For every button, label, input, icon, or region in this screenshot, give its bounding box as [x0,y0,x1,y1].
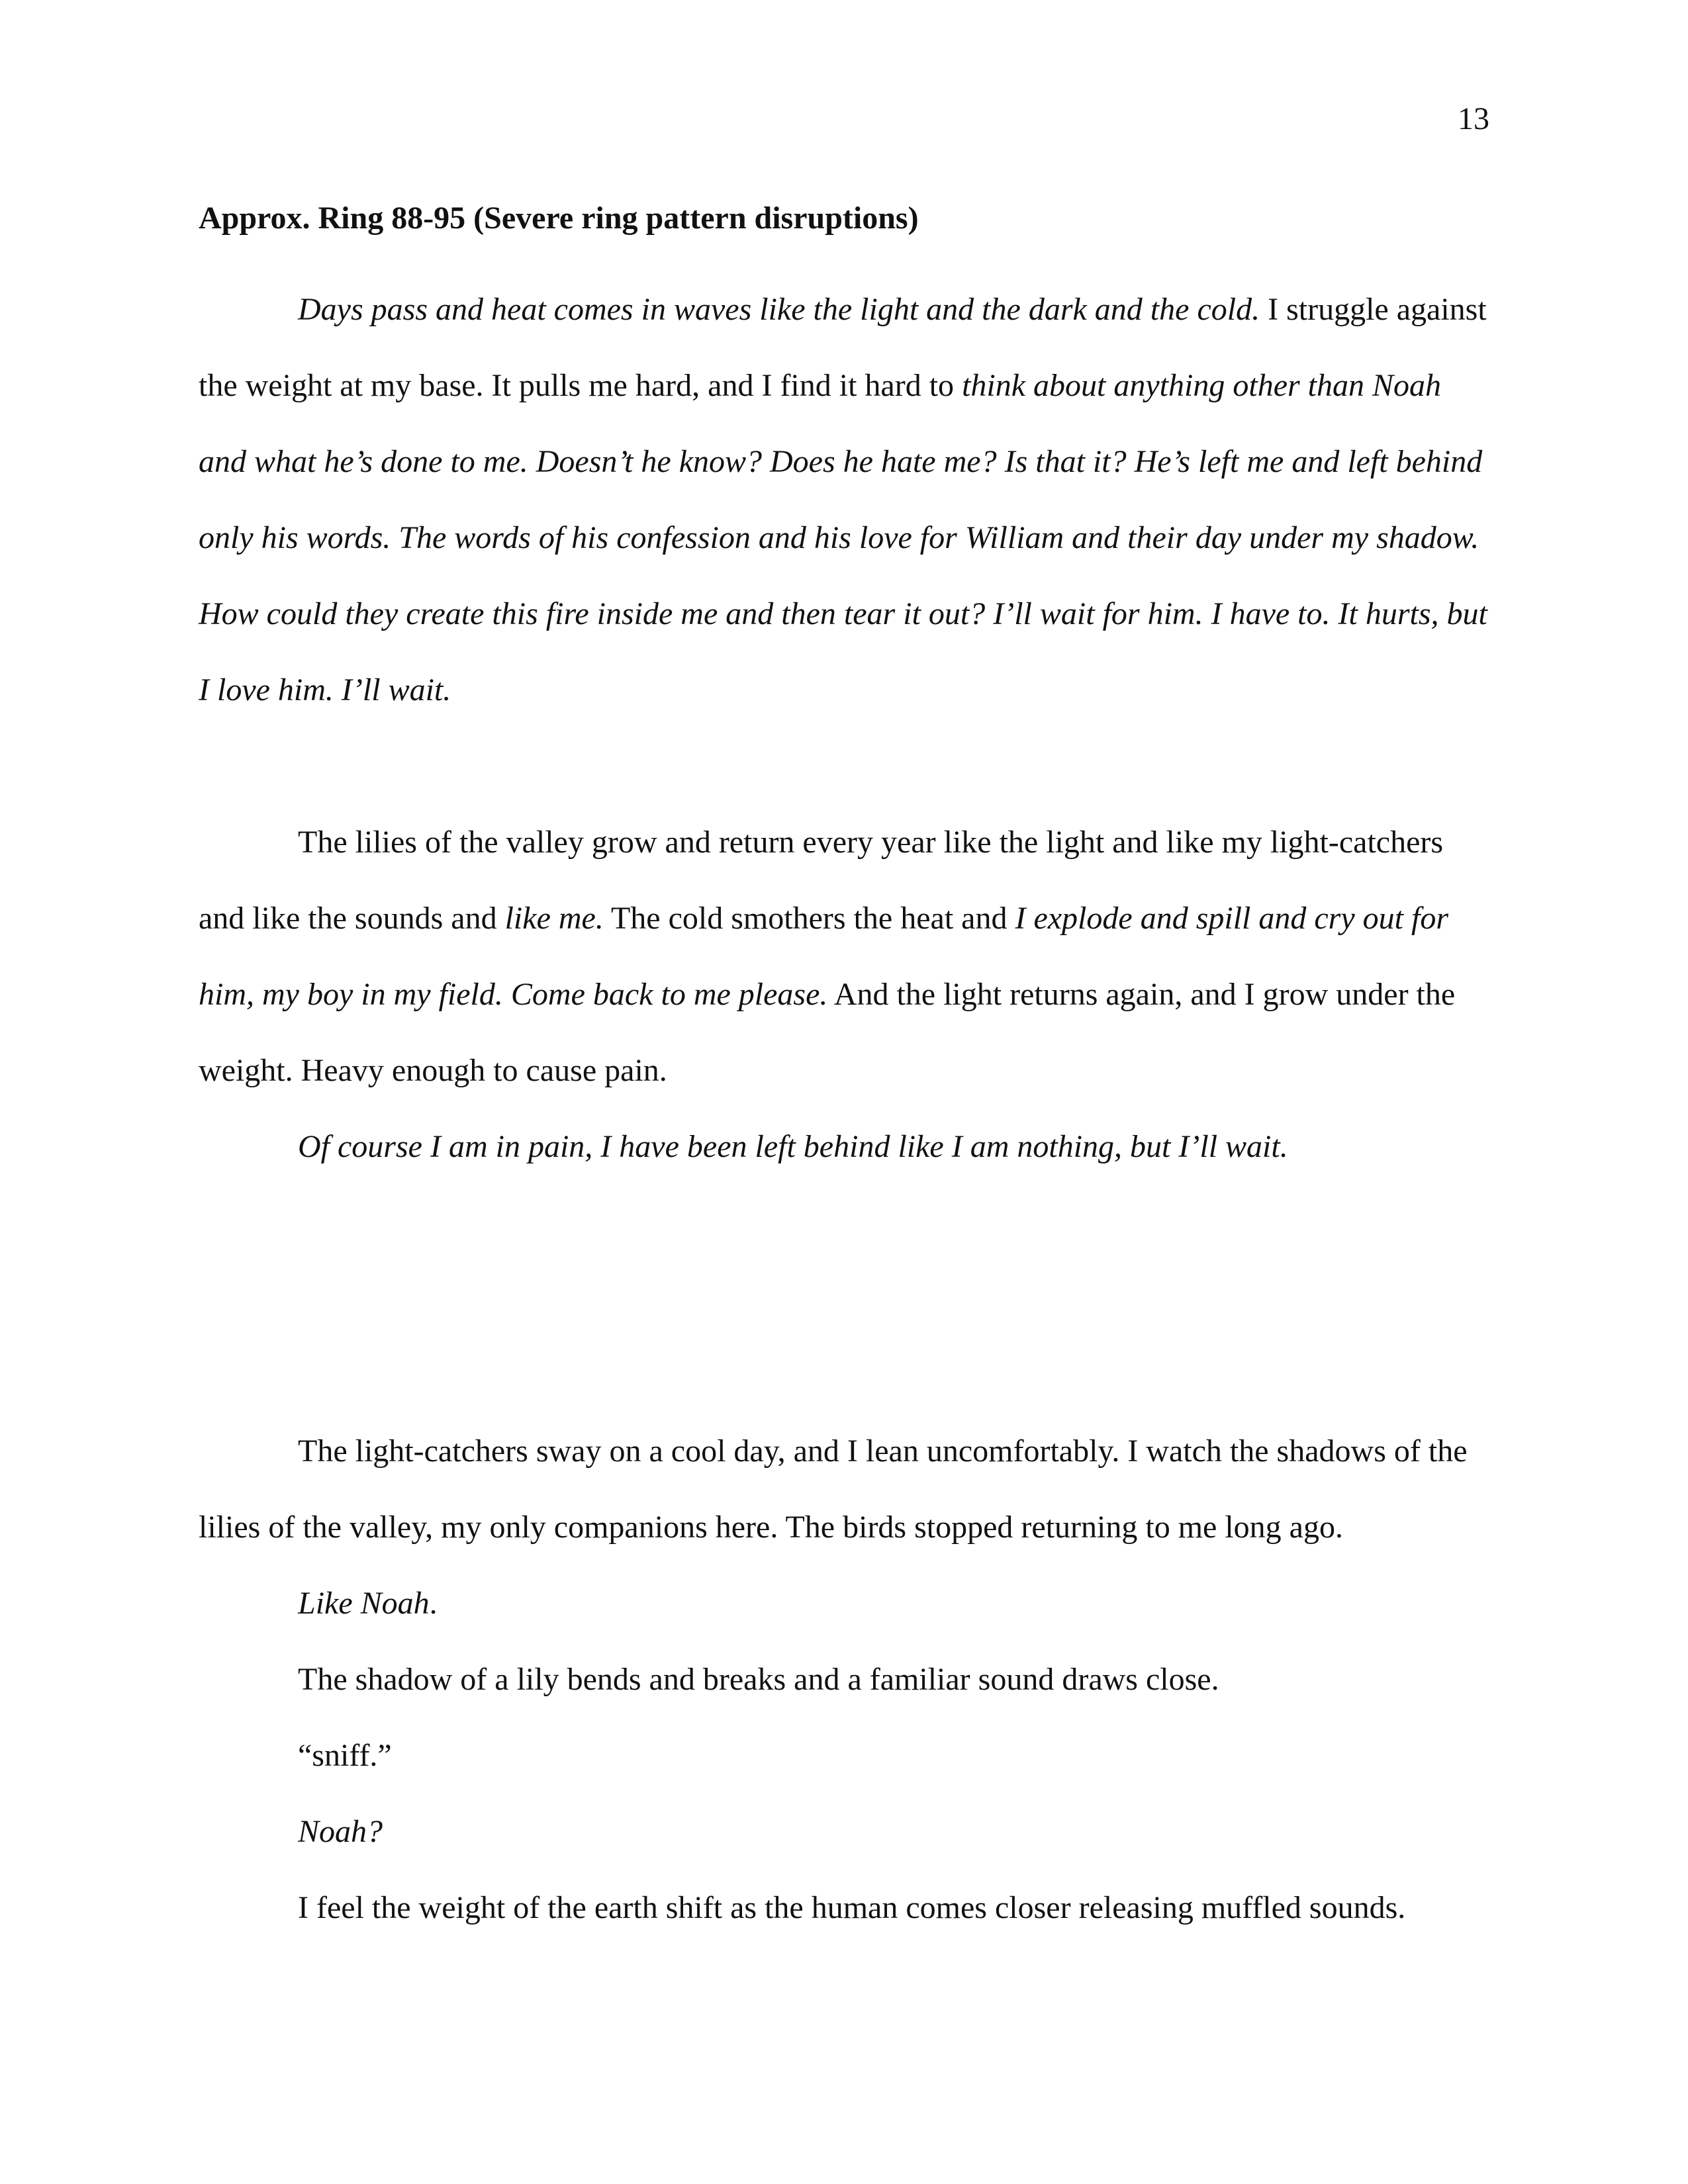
paragraph-6 [199,1641,1489,1717]
page-number: 13 [1458,101,1489,136]
paragraph-5-text-2: . [429,1586,438,1621]
paragraph-7 [199,1717,1489,1794]
paragraph-3-italic-1: Of course I am in pain, I have been left behind like I am nothing, but I’ll wait. [298,1129,1288,1164]
paragraph-8 [199,1794,1489,1870]
paragraph-1-text-2: I struggle against the weight at my base. It pulls me hard, and I find it hard to [199,292,1487,403]
paragraph-2 [199,804,1489,1109]
paragraph-4 [199,1413,1489,1565]
paragraph-2-italic-4: I explode and spill and cry out for him, my boy in my field. Come back to me please. [199,901,1449,1012]
paragraph-3 [199,1109,1489,1185]
paragraph-2-text-3: The cold smothers the heat and [603,901,1015,936]
paragraph-1-italic-1: Days pass and heat comes in waves like the light and the dark and the cold. [298,292,1260,327]
paragraph-5 [199,1565,1489,1641]
paragraph-7-text-1: “sniff.” [298,1738,392,1773]
paragraph-6-text-1: The shadow of a lily bends and breaks and a familiar sound draws close. [298,1662,1219,1697]
paragraph-5-italic-1: Like Noah [298,1586,430,1621]
paragraph-9 [199,1870,1489,1946]
paragraph-1 [199,271,1489,728]
section-heading: Approx. Ring 88-95 (Severe ring pattern disruptions) [199,201,919,236]
paragraph-8-italic-1: Noah? [298,1814,383,1849]
paragraph-2-text-5: And the light returns again, and I grow under the weight. Heavy enough to cause pain. [199,977,1456,1088]
paragraph-2-text-1: The lilies of the valley grow and return every year like the light and like my light-catchers and like the sounds and [199,825,1444,936]
paragraph-2-italic-2: like me. [504,901,604,936]
document-body [199,199,1489,1946]
paragraph-1-italic-3: think about anything other than Noah and what he’s done to me. Doesn’t he know? Does he hate me? Is that it? He’s left me and left behind only his words. The words of his confession and his love for William and their day under my shadow. How could they create this fire inside me and then tear it out? I’ll wait for him. I have to. It hurts, but I love him. I’ll wait. [199,368,1487,707]
paragraph-4-text-1: The light-catchers sway on a cool day, and I lean uncomfortably. I watch the shadows of the lilies of the valley, my only companions here. The birds stopped returning to me long ago. [199,1433,1468,1545]
paragraph-9-text-1: I feel the weight of the earth shift as the human comes closer releasing muffled sounds. [298,1890,1406,1925]
